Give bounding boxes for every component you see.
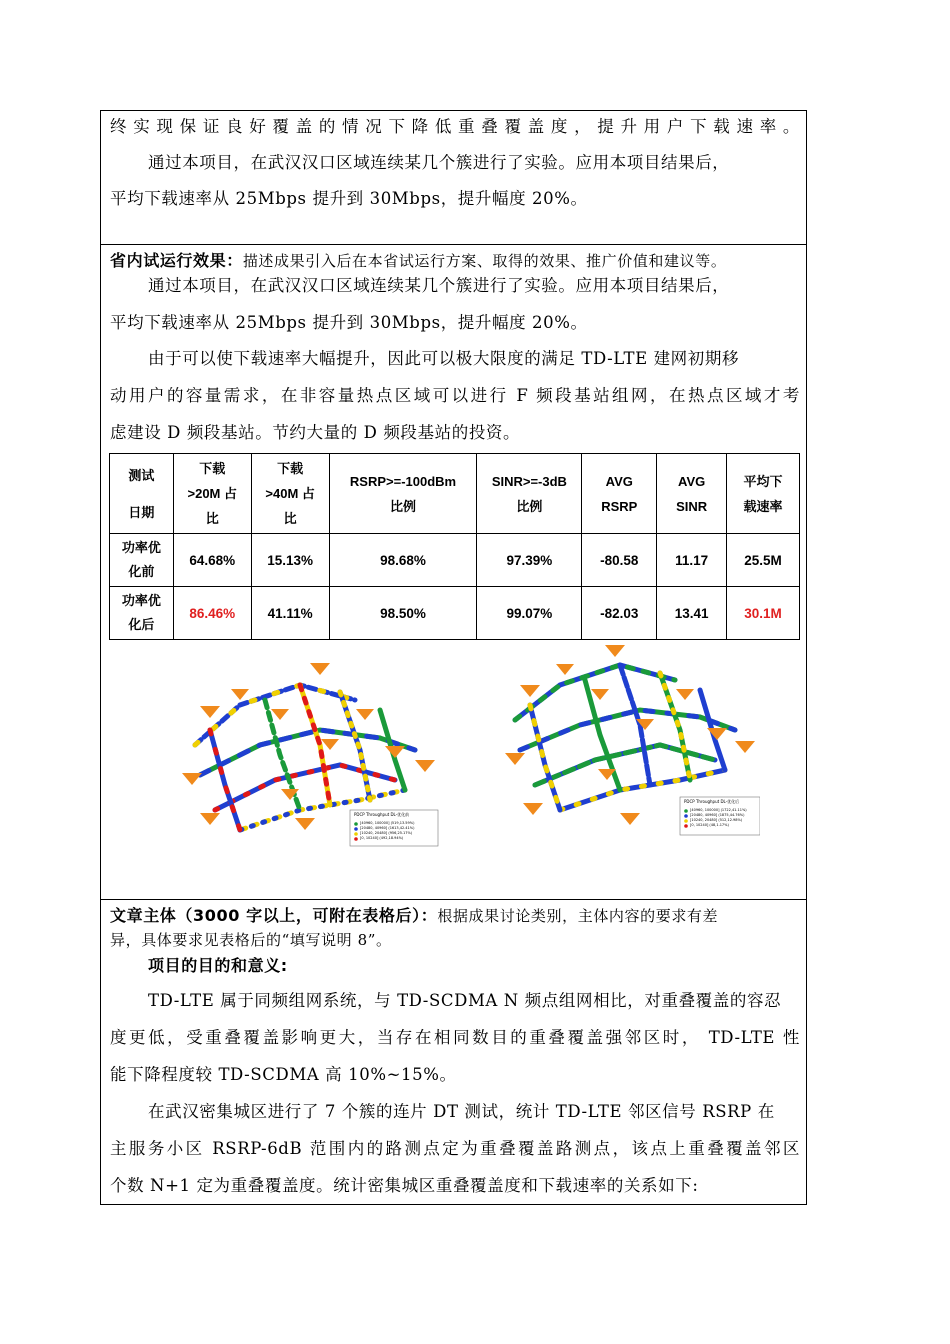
text-line: 通过本项目，在武汉汉口区域连续某几个簇进行了实验。应用本项目结果后， (148, 276, 730, 295)
table-cell: 98.68% (329, 534, 477, 587)
table-cell: 97.39% (477, 534, 582, 587)
text-line: 虑建设 D 频段基站。节约大量的 D 频段基站的投资。 (110, 423, 521, 442)
drive-test-map-before (180, 660, 440, 850)
table-cell: 41.11% (251, 587, 329, 640)
text-line: 度更低，受重叠覆盖影响更大，当存在相同数目的重叠覆盖强邻区时， TD-LTE 性 (110, 1028, 800, 1047)
heading-label: 省内试运行效果： (110, 251, 243, 270)
header-cell: 测试 日期 (110, 454, 174, 534)
heading-desc: 描述成果引入后在本省试运行方案、取得的效果、推广价值和建议等。 (242, 252, 727, 270)
table-cell: 99.07% (477, 587, 582, 640)
section-divider (100, 899, 807, 900)
legend-entry: [20480, 40960] (1875,44.76%) (690, 813, 745, 817)
road-network (515, 665, 735, 810)
text-line: 主服务小区 RSRP-6dB 范围内的路测点定为重叠覆盖路测点，该点上重叠覆盖邻区 (110, 1139, 800, 1158)
header-cell: AVG SINR (657, 454, 727, 534)
legend-entry: [20480, 40960] (1613,42.41%) (360, 826, 415, 830)
subheading: 项目的目的和意义: (148, 956, 288, 975)
section-heading (110, 250, 800, 272)
text-line: 异，具体要求见表格后的“填写说明 8”。 (110, 931, 392, 949)
row-label: 功率优 化前 (110, 534, 174, 587)
section-heading (110, 905, 800, 927)
text-line: 由于可以使下载速率大幅提升，因此可以极大限度的满足 TD-LTE 建网初期移 (148, 349, 740, 368)
legend-entry: [40960, 100000] (1722,41.11%) (690, 808, 747, 812)
legend-entry: [0, 10240] (48,1.17%) (690, 823, 729, 827)
heading-desc: 根据成果讨论类别，主体内容的要求有差 (437, 907, 719, 925)
header-cell: 平均下 载速率 (727, 454, 800, 534)
results-table (109, 453, 800, 640)
table-row (110, 534, 800, 587)
header-cell: SINR>=-3dB 比例 (477, 454, 582, 534)
text-line: 动用户的容量需求，在非容量热点区域可以进行 F 频段基站组网，在热点区域才考 (110, 386, 800, 405)
header-cell: 下载 >20M 占 比 (173, 454, 251, 534)
text-line: 能下降程度较 TD-SCDMA 高 10%~15%。 (110, 1065, 457, 1084)
header-cell: 下载 >40M 占 比 (251, 454, 329, 534)
heading-label: 文章主体（3000 字以上，可附在表格后）： (110, 906, 438, 925)
legend-title: PDCP Throughput DL-优化前 (354, 812, 410, 817)
table-cell: 13.41 (657, 587, 727, 640)
table-header-row (110, 454, 800, 534)
legend-entry: [40960, 100000] (519,13.59%) (360, 821, 415, 825)
table-cell: 15.13% (251, 534, 329, 587)
text-line: 终实现保证良好覆盖的情况下降低重叠覆盖度，提升用户下载速率。 (110, 117, 800, 136)
header-cell: AVG RSRP (582, 454, 657, 534)
text-line: TD-LTE 属于同频组网系统，与 TD-SCDMA N 频点组网相比，对重叠覆盖的容忍 (148, 991, 782, 1010)
table-cell: -82.03 (582, 587, 657, 640)
drive-test-map-after (495, 645, 760, 840)
table-cell: 98.50% (329, 587, 477, 640)
legend-entry: [10240, 20480] (512,12.98%) (690, 818, 743, 822)
legend-entry: [0, 10240] (492,18.94%) (360, 836, 404, 840)
text-line: 个数 N+1 定为重叠覆盖度。统计密集城区重叠覆盖度和下载速率的关系如下: (110, 1176, 699, 1195)
road-network (195, 685, 415, 830)
text-line: 通过本项目，在武汉汉口区域连续某几个簇进行了实验。应用本项目结果后， (148, 153, 730, 172)
table-cell: 25.5M (727, 534, 800, 587)
table-cell-highlight: 30.1M (727, 587, 800, 640)
text-line: 平均下载速率从 25Mbps 提升到 30Mbps，提升幅度 20%。 (110, 189, 588, 208)
text-line: 平均下载速率从 25Mbps 提升到 30Mbps，提升幅度 20%。 (110, 313, 588, 332)
table-cell: -80.58 (582, 534, 657, 587)
text-line: 在武汉密集城区进行了 7 个簇的连片 DT 测试，统计 TD-LTE 邻区信号 RSRP 在 (148, 1102, 775, 1121)
header-cell: RSRP>=-100dBm 比例 (329, 454, 477, 534)
row-label: 功率优 化后 (110, 587, 174, 640)
table-row (110, 587, 800, 640)
table-cell-highlight: 86.46% (173, 587, 251, 640)
table-cell: 64.68% (173, 534, 251, 587)
legend-entry: [10240, 20480] (956,25.17%) (360, 831, 413, 835)
table-cell: 11.17 (657, 534, 727, 587)
legend-title: PDCP Throughput DL-优化后 (684, 799, 740, 804)
section-divider (100, 244, 807, 245)
